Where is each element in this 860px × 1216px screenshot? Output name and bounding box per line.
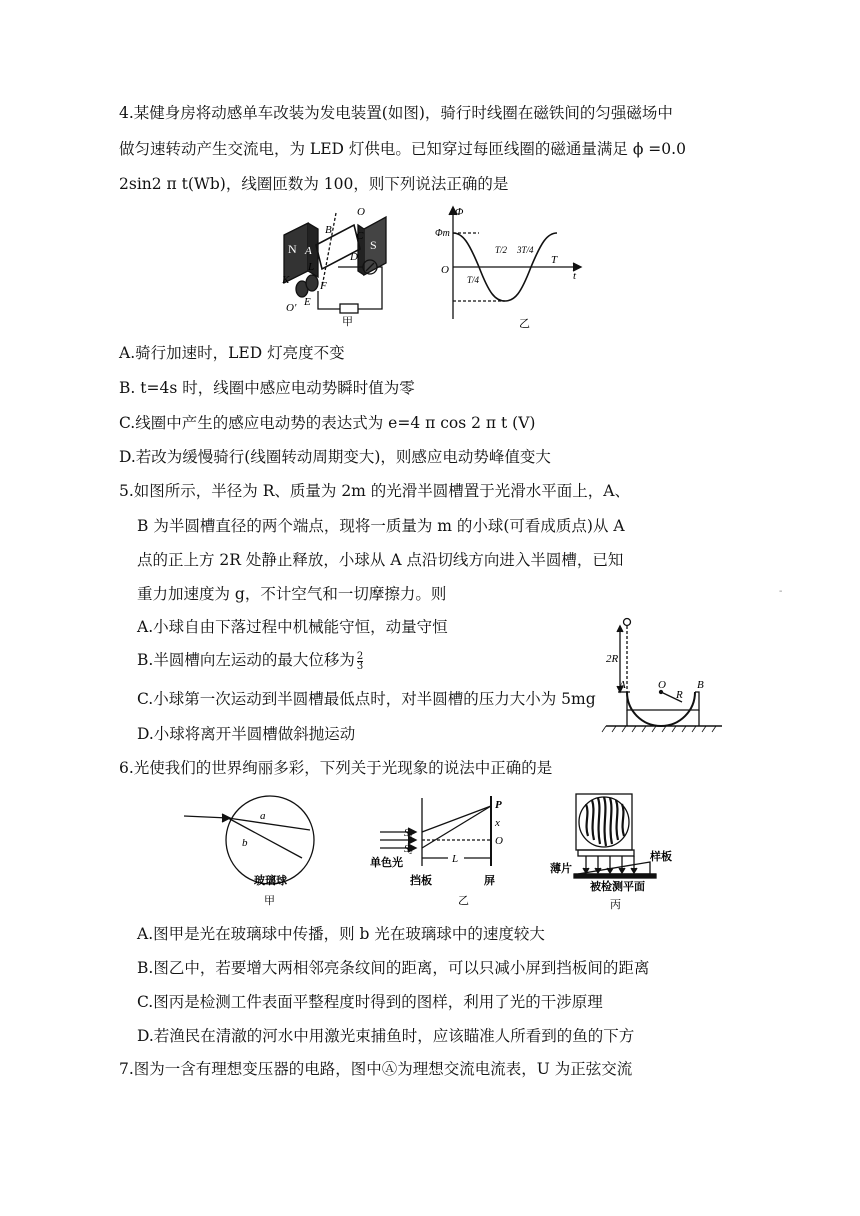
q4-option-d: D.若改为缓慢骑行(线圈转动周期变大)，则感应电动势峰值变大	[119, 448, 551, 466]
glass-ball-figure	[184, 792, 334, 908]
t-half-label: T/2	[495, 245, 508, 255]
half-groove-figure	[600, 614, 726, 740]
coil-c-label: C	[356, 230, 364, 242]
q6-option-d: D.若渔民在清澈的河水中用激光束捕鱼时，应该瞄准人所看到的鱼的下方	[137, 1027, 635, 1045]
q5-option-d: D.小球将离开半圆槽做斜抛运动	[137, 725, 356, 743]
q6-stem: 6.光使我们的世界绚丽多彩，下列关于光现象的说法中正确的是	[119, 759, 553, 777]
q5-option-b	[137, 650, 365, 671]
q4-option-a: A.骑行加速时，LED 灯亮度不变	[119, 344, 345, 362]
origin-label: O	[441, 264, 449, 276]
ray-a-label: a	[260, 810, 266, 822]
phi-m-label: Φm	[435, 228, 450, 239]
template-plate-label: 样板	[650, 851, 672, 863]
monochromatic-light-label: 单色光	[370, 857, 403, 869]
q4-option-c: C.线圈中产生的感应电动势的表达式为 e=4 π cos 2 π t (V)	[119, 414, 536, 432]
t-three-quarter-label: 3T/4	[517, 245, 534, 255]
point-a-label: A	[619, 679, 626, 691]
q6-option-a: A.图甲是光在玻璃球中传播，则 b 光在玻璃球中的速度较大	[137, 925, 545, 943]
q6-option-c: C.图丙是检测工件表面平整程度时得到的图样，利用了光的干涉原理	[137, 993, 603, 1011]
q5-option-c: C.小球第一次运动到半圆槽最低点时，对半圆槽的压力大小为 5mg	[137, 690, 596, 708]
figure-bing-caption: 丙	[610, 899, 621, 911]
brush-e-label: E	[304, 296, 311, 308]
length-l-label: L	[452, 853, 459, 865]
q4-stem-line-1: 4.某健身房将动感单车改装为发电装置(如图)，骑行时线圈在磁铁间的匀强磁场中	[119, 104, 673, 122]
q5-stem-line-1: 5.如图所示，半径为 R、质量为 2m 的光滑半圆槽置于光滑水平面上，A、	[119, 482, 630, 500]
point-o-label: O	[495, 835, 503, 847]
tested-surface-label: 被检测平面	[590, 881, 645, 893]
q4-stem-line-3: 2sin2 π t(Wb)，线圈匝数为 100，则下列说法正确的是	[119, 175, 509, 193]
q5-stem-line-4: 重力加速度为 g，不计空气和一切摩擦力。则	[137, 585, 447, 603]
period-t-label: T	[551, 254, 558, 266]
t-axis-label: t	[573, 270, 577, 282]
fraction-denominator: 3	[356, 660, 364, 672]
coil-a-label: A	[305, 245, 312, 257]
thin-slice-label: 薄片	[550, 863, 572, 875]
q5-option-b-text: B.半圆槽向左运动的最大位移为	[137, 651, 355, 669]
q6-option-b: B.图乙中，若要增大两相邻亮条纹间的距离，可以只减小屏到挡板间的距离	[137, 959, 650, 977]
margin-mark: -	[779, 586, 783, 597]
ray-b-label: b	[242, 837, 248, 849]
q7-stem: 7.图为一含有理想变压器的电路，图中Ⓐ为理想交流电流表，U 为正弦交流	[119, 1060, 633, 1078]
slit-s1-label: S₁	[404, 828, 413, 839]
t-quarter-label: T/4	[467, 275, 480, 285]
generator-figure	[278, 203, 423, 328]
fraction-numerator: 2	[356, 650, 364, 662]
figure-jia-caption: 甲	[342, 316, 353, 328]
figure-yi-caption-q6: 乙	[458, 895, 469, 907]
q4-option-b: B. t=4s 时，线圈中感应电动势瞬时值为零	[119, 379, 415, 397]
double-slit-figure	[364, 792, 534, 908]
magnet-n-label: N	[288, 242, 297, 256]
q4-stem-line-2: 做匀速转动产生交流电，为 LED 灯供电。已知穿过每匝线圈的磁通量满足 ϕ =0.0	[119, 140, 686, 158]
coil-b-label: B	[325, 224, 332, 236]
screen-label: 屏	[484, 875, 495, 887]
height-2r-label: 2R	[606, 653, 619, 665]
glass-ball-label: 玻璃球	[254, 875, 287, 887]
brush-k-label: K	[282, 274, 290, 286]
center-o-label: O	[658, 679, 666, 691]
q5-stem-line-2: B 为半圆槽直径的两个端点，现将一质量为 m 的小球(可看成质点)从 A	[137, 517, 625, 535]
point-p-label: P	[495, 799, 502, 811]
q5-option-b-fraction	[357, 652, 363, 671]
axis-o-prime-label: O'	[286, 302, 297, 314]
slit-s2-label: S₂	[404, 844, 413, 855]
point-b-label: B	[697, 679, 704, 691]
figure-jia-caption-q6: 甲	[264, 895, 275, 907]
coil-d-label: D	[350, 251, 358, 263]
radius-r-label: R	[676, 689, 683, 701]
q5-option-a: A.小球自由下落过程中机械能守恒，动量守恒	[137, 618, 448, 636]
distance-x-label: x	[495, 817, 500, 829]
baffle-label: 挡板	[410, 875, 432, 887]
axis-o-label: O	[357, 206, 365, 218]
magnet-s-label: S	[370, 238, 377, 252]
q5-stem-line-3: 点的正上方 2R 处静止释放，小球从 A 点沿切线方向进入半圆槽，已知	[137, 551, 624, 569]
thin-film-figure	[548, 790, 698, 912]
flux-graph	[433, 203, 588, 331]
figure-yi-caption: 乙	[519, 318, 530, 330]
phi-axis-label: Φ	[455, 206, 464, 218]
coil-l-label: L	[308, 261, 315, 273]
brush-f-label: F	[320, 280, 327, 292]
